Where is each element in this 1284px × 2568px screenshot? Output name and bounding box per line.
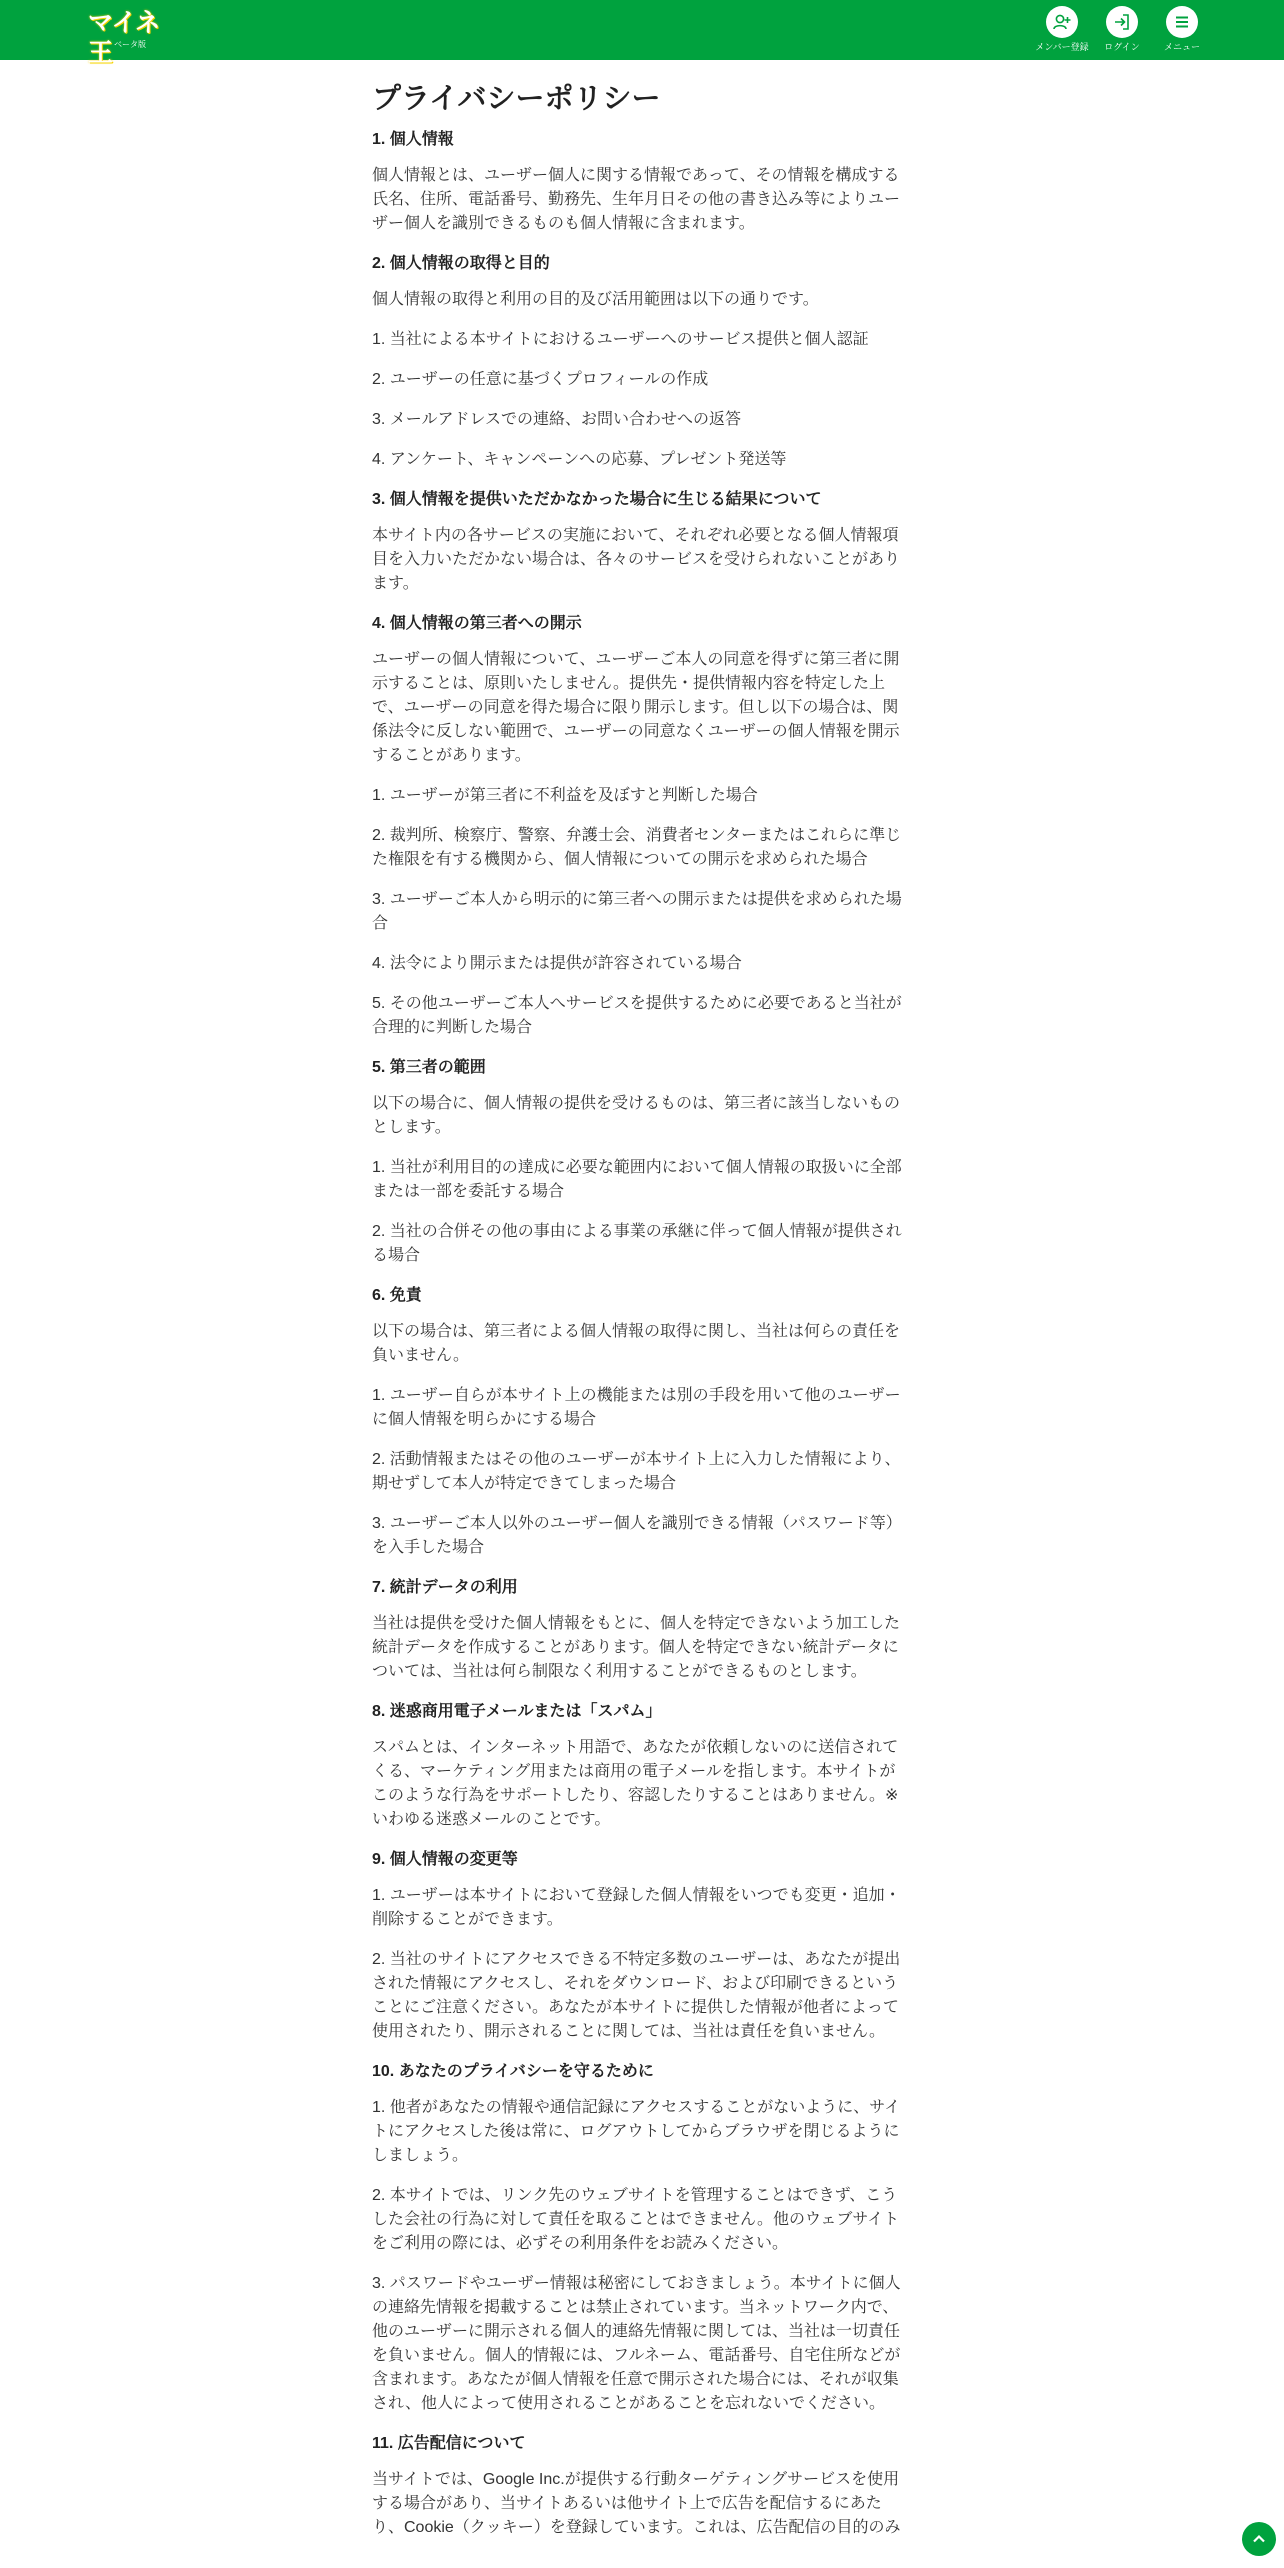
section-paragraph: 3. メールアドレスでの連絡、お問い合わせへの返答 bbox=[372, 411, 741, 428]
logo-text: マイネ王 bbox=[88, 8, 160, 67]
site-logo[interactable] bbox=[88, 8, 172, 67]
login-icon bbox=[1106, 6, 1138, 38]
login-button[interactable] bbox=[1092, 6, 1152, 56]
section-paragraph: 2. 本サイトでは、リンク先のウェブサイトを管理することはできず、こうした会社の行為に対して責任を取ることはできません。他のウェブサイトをご利用の際には、必ずその利用条件をお読みください。 bbox=[372, 2187, 900, 2252]
section-paragraph: 当サイトでは、Google Inc.が提供する行動ターゲティングサービスを使用する場合があり、当サイトあるいは他サイト上で広告を配信するにあたり、Cookie（クッキー）を登録しています。これは、広告配信の目的のみ bbox=[372, 2471, 901, 2536]
section-paragraph: 1. 当社による本サイトにおけるユーザーへのサービス提供と個人認証 bbox=[372, 331, 869, 348]
section-heading: 2. 個人情報の取得と目的 bbox=[372, 255, 550, 272]
section-paragraph: 本サイト内の各サービスの実施において、それぞれ必要となる個人情報項目を入力いただかない場合は、各々のサービスを受けられないことがあります。 bbox=[372, 527, 901, 592]
section-paragraph: 1. ユーザーが第三者に不利益を及ぼすと判断した場合 bbox=[372, 787, 758, 804]
login-label: ログイン bbox=[1104, 42, 1140, 52]
logo-beta-label: ベータ版 bbox=[114, 40, 146, 49]
section-paragraph: 個人情報の取得と利用の目的及び活用範囲は以下の通りです。 bbox=[372, 291, 819, 308]
section-paragraph: 3. ユーザーご本人から明示的に第三者への開示または提供を求められた場合 bbox=[372, 891, 902, 932]
section-heading: 5. 第三者の範囲 bbox=[372, 1059, 486, 1076]
section-paragraph: ユーザーの個人情報について、ユーザーご本人の同意を得ずに第三者に開示することは、原則いたしません。提供先・提供情報内容を特定した上で、ユーザーの同意を得た場合に限り開示します。但し以下の場合は、関係法令に反しない範囲で、ユーザーの同意なくユーザーの個人情報を開示することがあります。 bbox=[372, 651, 900, 764]
privacy-policy-content bbox=[372, 76, 902, 2556]
policy-sections bbox=[372, 128, 902, 2540]
section-paragraph: 1. ユーザー自らが本サイト上の機能または別の手段を用いて他のユーザーに個人情報を明らかにする場合 bbox=[372, 1387, 901, 1428]
section-heading: 11. 広告配信について bbox=[372, 2435, 526, 2452]
section-paragraph: 3. ユーザーご本人以外のユーザー個人を識別できる情報（パスワード等）を入手した場合 bbox=[372, 1515, 902, 1556]
section-paragraph: 2. 裁判所、検察庁、警察、弁護士会、消費者センターまたはこれらに準じた権限を有する機関から、個人情報についての開示を求められた場合 bbox=[372, 827, 902, 868]
section-heading: 6. 免責 bbox=[372, 1287, 422, 1304]
section-paragraph: 2. 当社の合併その他の事由による事業の承継に伴って個人情報が提供される場合 bbox=[372, 1223, 902, 1264]
section-paragraph: 2. ユーザーの任意に基づくプロフィールの作成 bbox=[372, 371, 709, 388]
section-heading: 9. 個人情報の変更等 bbox=[372, 1851, 518, 1868]
site-header bbox=[0, 0, 1284, 67]
section-paragraph: 1. ユーザーは本サイトにおいて登録した個人情報をいつでも変更・追加・削除することができます。 bbox=[372, 1887, 901, 1928]
section-heading: 8. 迷惑商用電子メールまたは「スパム」 bbox=[372, 1703, 662, 1720]
section-heading: 1. 個人情報 bbox=[372, 131, 454, 148]
member-register-label: メンバー登録 bbox=[1035, 42, 1089, 52]
page-title: プライバシーポリシー bbox=[372, 83, 661, 115]
section-heading: 7. 統計データの利用 bbox=[372, 1579, 518, 1596]
section-paragraph: 1. 他者があなたの情報や通信記録にアクセスすることがないように、サイトにアクセスした後は常に、ログアウトしてからブラウザを閉じるようにしましょう。 bbox=[372, 2099, 901, 2164]
section-heading: 3. 個人情報を提供いただかなかった場合に生じる結果について bbox=[372, 491, 822, 508]
back-to-top-button[interactable] bbox=[1242, 2522, 1276, 2556]
section-paragraph: スパムとは、インターネット用語で、あなたが依頼しないのに送信されてくる、マーケティング用または商用の電子メールを指します。本サイトがこのような行為をサポートしたり、容認したりすることはありません。※いわゆる迷惑メールのことです。 bbox=[372, 1739, 899, 1828]
chevron-up-icon bbox=[1251, 2531, 1267, 2547]
section-paragraph: 以下の場合に、個人情報の提供を受けるものは、第三者に該当しないものとします。 bbox=[372, 1095, 901, 1136]
section-paragraph: 以下の場合は、第三者による個人情報の取得に関し、当社は何らの責任を負いません。 bbox=[372, 1323, 901, 1364]
section-paragraph: 3. パスワードやユーザー情報は秘密にしておきましょう。本サイトに個人の連絡先情報を掲載することは禁止されています。当ネットワーク内で、他のユーザーに開示される個人的連絡先情報に関しては、当社は一切責任を負いません。個人的情報には、フルネーム、電話番号、自宅住所などが含まれます。あなたが個人情報を任意で開示された場合には、それが収集され、他人によって使用されることがあることを忘れないでください。 bbox=[372, 2275, 901, 2412]
section-paragraph: 2. 当社のサイトにアクセスできる不特定多数のユーザーは、あなたが提出された情報にアクセスし、それをダウンロード、および印刷できるということにご注意ください。あなたが本サイトに提供した情報が他者によって使用されたり、開示されることに関しては、当社は責任を負いません。 bbox=[372, 1951, 901, 2040]
section-paragraph: 個人情報とは、ユーザー個人に関する情報であって、その情報を構成する氏名、住所、電話番号、勤務先、生年月日その他の書き込み等によりユーザー個人を識別できるものも個人情報に含まれます。 bbox=[372, 167, 901, 232]
section-paragraph: 5. その他ユーザーご本人へサービスを提供するために必要であると当社が合理的に判断した場合 bbox=[372, 995, 902, 1036]
add-user-icon bbox=[1046, 6, 1078, 38]
section-paragraph: 当社は提供を受けた個人情報をもとに、個人を特定できないよう加工した統計データを作成することがあります。個人を特定できない統計データについては、当社は何ら制限なく利用することができるものとします。 bbox=[372, 1615, 901, 1680]
section-paragraph: 4. アンケート、キャンペーンへの応募、プレゼント発送等 bbox=[372, 451, 787, 468]
section-paragraph: 1. 当社が利用目的の達成に必要な範囲内において個人情報の取扱いに全部または一部を委託する場合 bbox=[372, 1159, 902, 1200]
menu-label: メニュー bbox=[1163, 42, 1200, 52]
section-heading: 10. あなたのプライバシーを守るために bbox=[372, 2063, 654, 2080]
member-register-button[interactable] bbox=[1032, 6, 1092, 56]
section-paragraph: 2. 活動情報またはその他のユーザーが本サイト上に入力した情報により、期せずして本人が特定できてしまった場合 bbox=[372, 1451, 901, 1492]
menu-button[interactable] bbox=[1152, 6, 1212, 56]
section-heading: 4. 個人情報の第三者への開示 bbox=[372, 615, 582, 632]
section-paragraph: 4. 法令により開示または提供が許容されている場合 bbox=[372, 955, 742, 972]
menu-icon bbox=[1166, 6, 1198, 38]
